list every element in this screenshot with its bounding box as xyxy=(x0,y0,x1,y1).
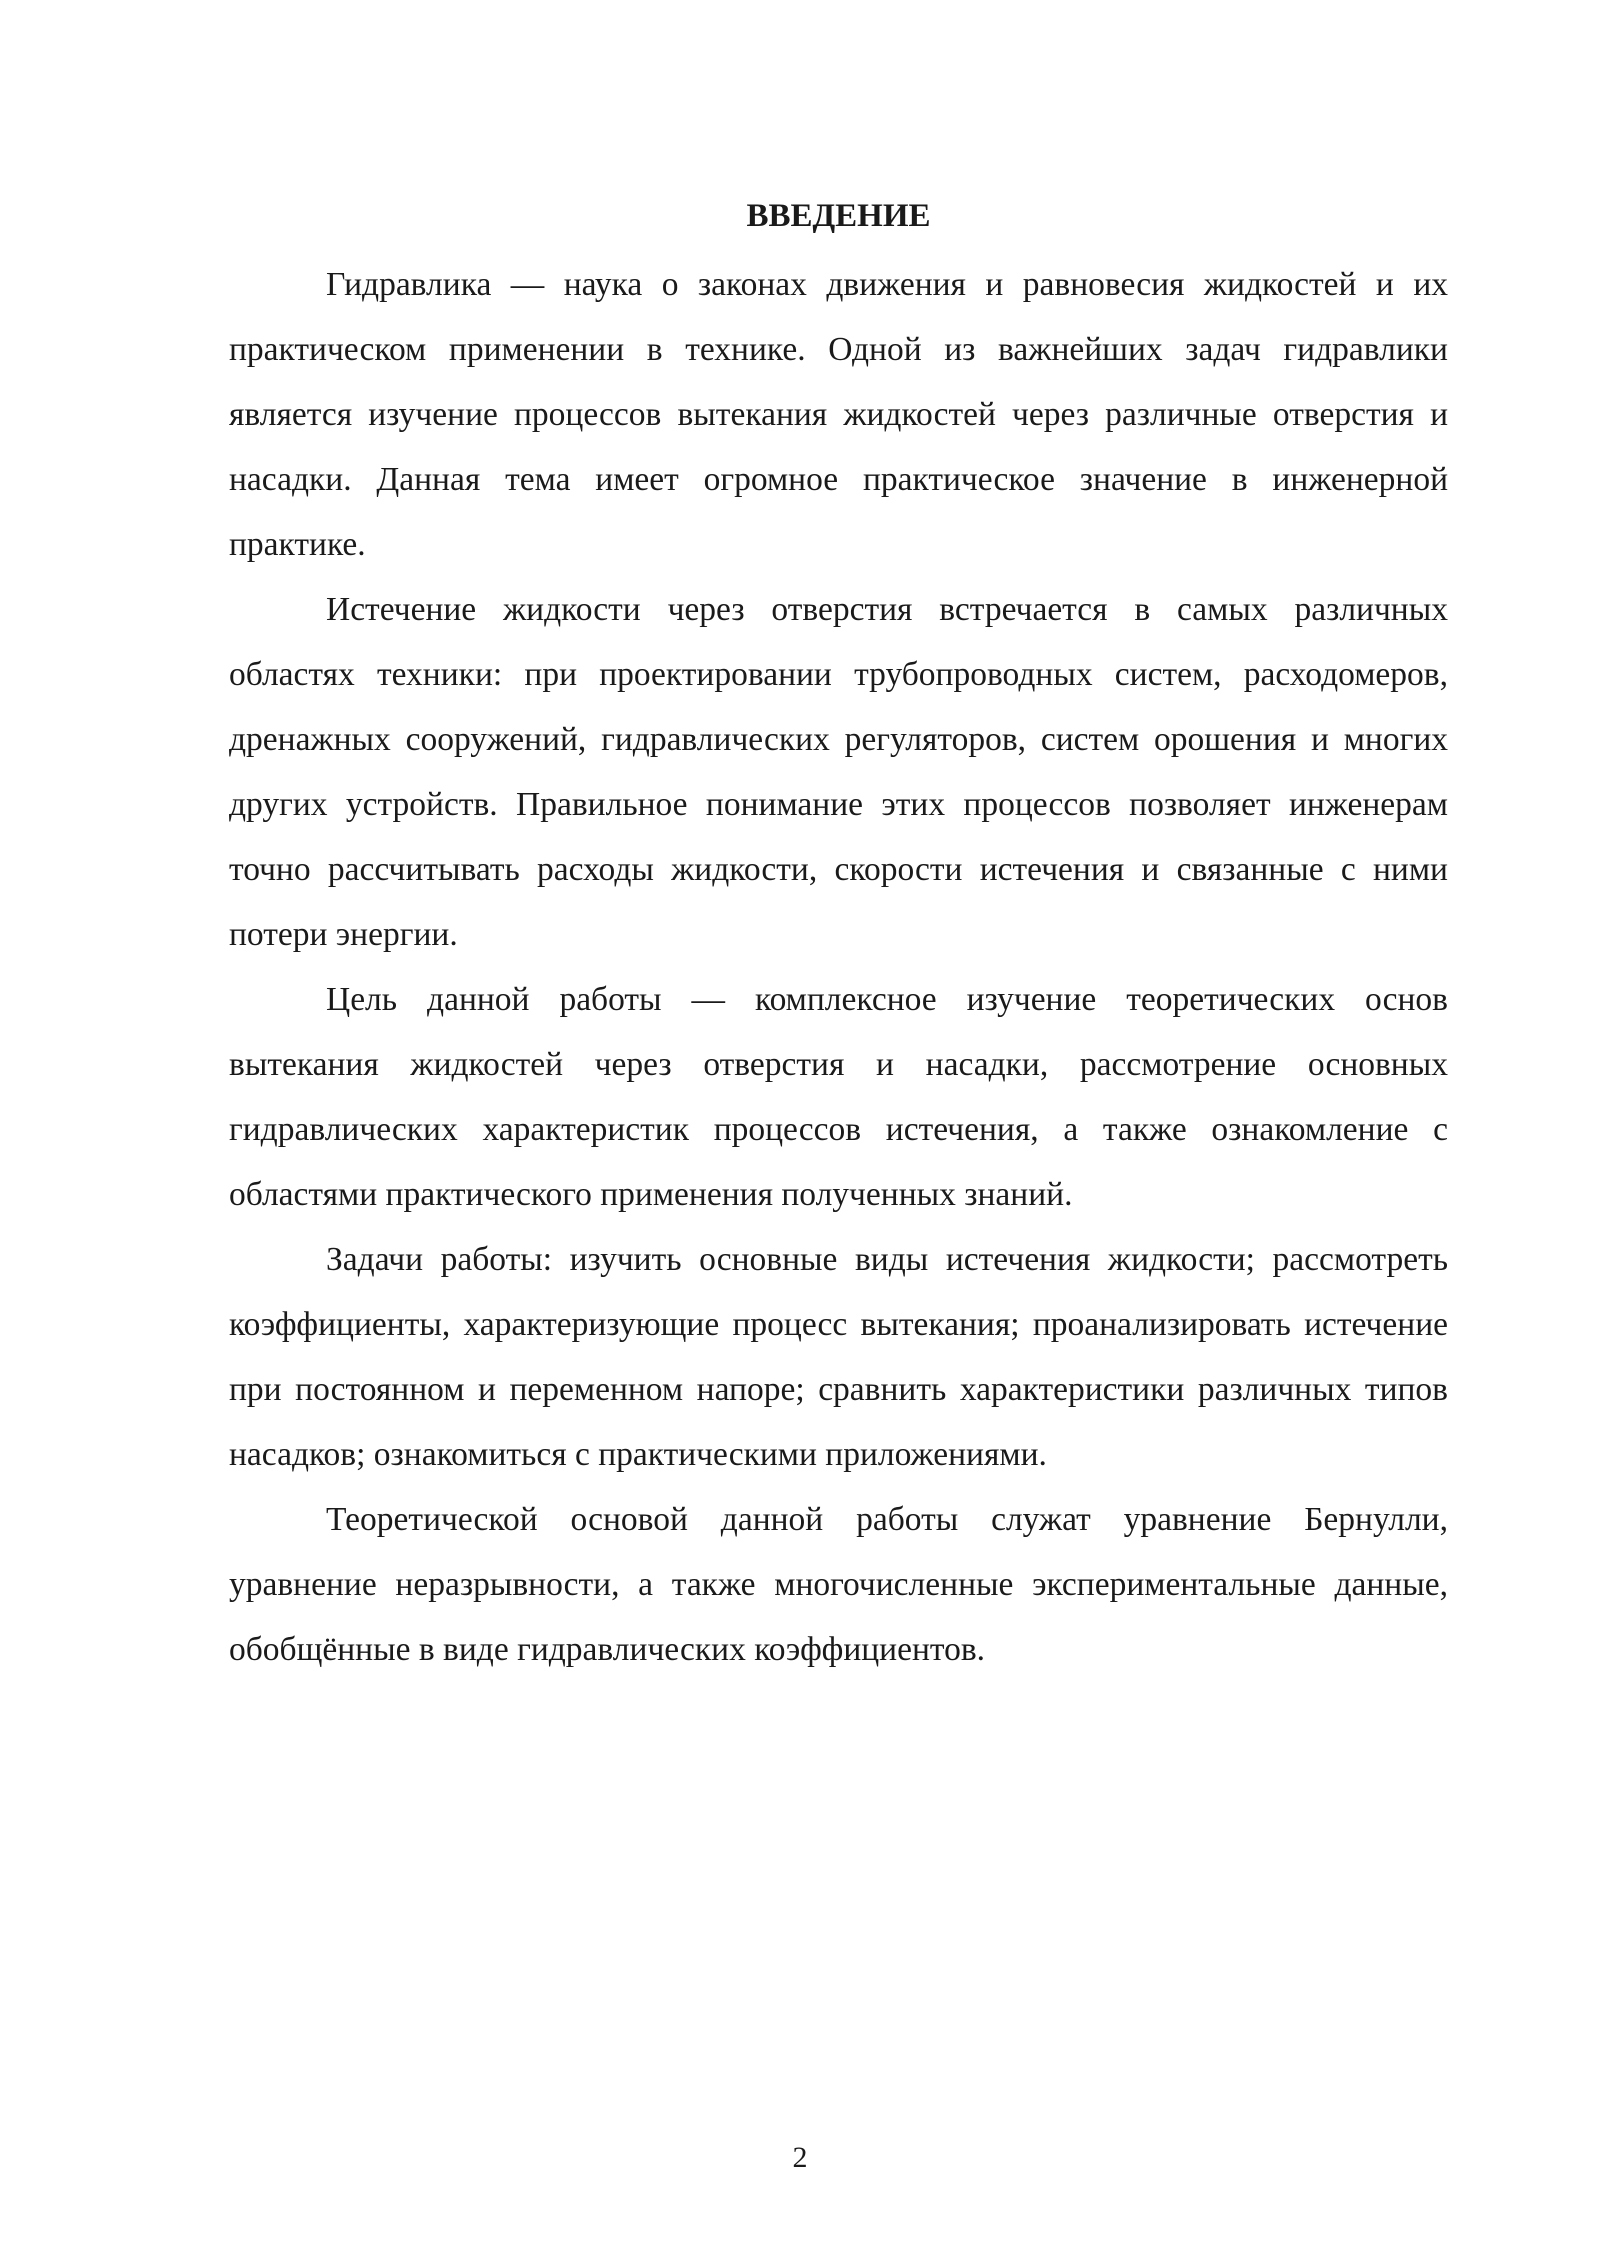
paragraph-goal: Цель данной работы — комплексное изучение теоретических основ вытекания жидкостей через отверстия и насадки, рассмотрение основных гидравлических характеристик процессов истечения, а также ознакомление с областями практического применения полученных знаний. xyxy=(229,981,1448,1213)
paragraph-theory: Теоретической основой данной работы служат уравнение Бернулли, уравнение неразрывности, а также многочисленные экспериментальные данные, обобщённые в виде гидравлических коэффициентов. xyxy=(229,1501,1448,1668)
paragraph-applications: Истечение жидкости через отверстия встречается в самых различных областях техники: при проектировании трубопроводных систем, расходомеров, дренажных сооружений, гидравлических регуляторов, систем орошения и многих других устройств. Правильное понимание этих процессов позволяет инженерам точно рассчитывать расходы жидкости, скорости истечения и связанные с ними потери энергии. xyxy=(229,591,1448,953)
paragraph-tasks: Задачи работы: изучить основные виды истечения жидкости; рассмотреть коэффициенты, характеризующие процесс вытекания; проанализировать истечение при постоянном и переменном напоре; сравнить характеристики различных типов насадков; ознакомиться с практическими приложениями. xyxy=(229,1241,1448,1473)
page-number: 2 xyxy=(792,2141,808,2174)
section-heading: ВВЕДЕНИЕ xyxy=(746,198,931,234)
page-body xyxy=(229,190,1448,1682)
paragraph-intro: Гидравлика — наука о законах движения и равновесия жидкостей и их практическом применении в технике. Одной из важнейших задач гидравлики является изучение процессов вытекания жидкостей через различные отверстия и насадки. Данная тема имеет огромное практическое значение в инженерной практике. xyxy=(229,266,1448,563)
